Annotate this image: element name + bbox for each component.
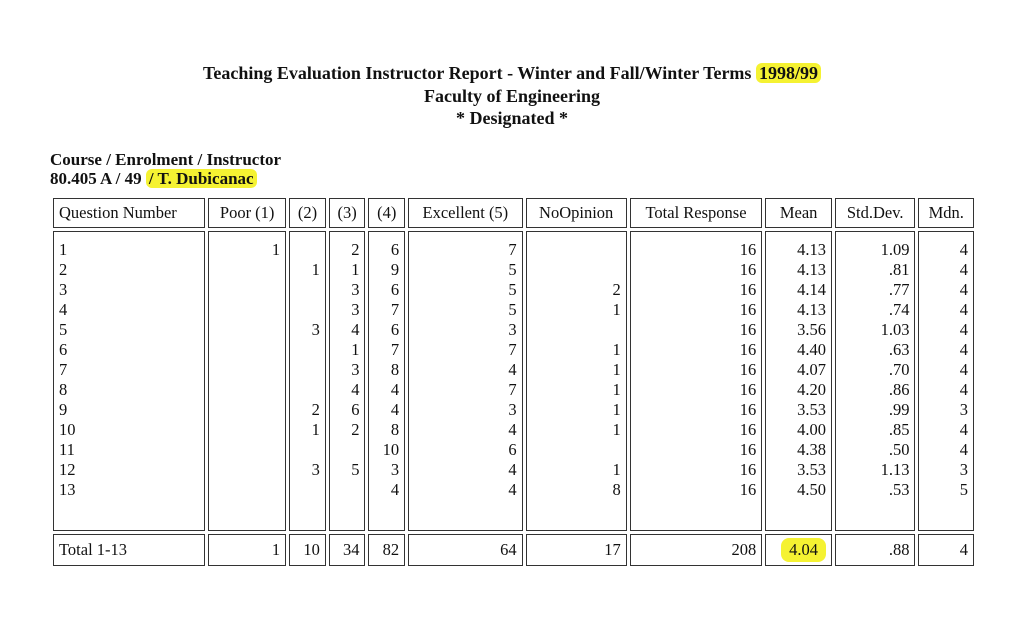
cell-poor-q2 xyxy=(214,260,280,280)
cell-2-q10: 1 xyxy=(311,420,320,439)
column-median xyxy=(918,231,974,531)
cell-total-response-q10: 16 xyxy=(739,420,757,439)
total-no-opinion: 17 xyxy=(526,534,627,566)
total-3: 34 xyxy=(329,534,366,566)
header-no-opinion: NoOpinion xyxy=(526,198,627,228)
cell-std-dev-q1: 1.09 xyxy=(880,240,910,259)
cell-excellent-q8: 7 xyxy=(508,380,517,399)
cell-3-q10: 2 xyxy=(351,420,360,439)
cell-mean-q5: 3.56 xyxy=(797,320,826,339)
cell-mean-q6: 4.40 xyxy=(797,340,826,359)
cell-excellent-q4: 5 xyxy=(508,300,517,319)
column-total-response xyxy=(630,231,763,531)
cell-4-q11: 10 xyxy=(382,440,400,459)
cell-median-q7: 4 xyxy=(959,360,968,379)
cell-std-dev-q2: .81 xyxy=(888,260,910,279)
table-data-row xyxy=(53,231,974,531)
designated-label: * Designated * xyxy=(456,108,568,128)
cell-question-number-q9: 9 xyxy=(59,400,68,419)
cell-poor-q12 xyxy=(214,460,280,480)
cell-no-opinion-q7: 1 xyxy=(612,360,621,379)
cell-2-q3 xyxy=(295,280,320,300)
total-label: Total 1-13 xyxy=(53,534,205,566)
cell-excellent-q12: 4 xyxy=(508,460,517,479)
cell-no-opinion-q8: 1 xyxy=(612,380,621,399)
cell-2-q12: 3 xyxy=(311,460,320,479)
cell-4-q8: 4 xyxy=(390,380,400,399)
column-mean xyxy=(765,231,832,531)
cell-median-q8: 4 xyxy=(959,380,968,399)
cell-std-dev-q10: .85 xyxy=(888,420,910,439)
cell-total-response-q5: 16 xyxy=(739,320,757,339)
cell-median-q12: 3 xyxy=(959,460,968,479)
report-title-prefix: Teaching Evaluation Instructor Report - Winter and Fall/Winter Terms xyxy=(203,63,756,83)
cell-4-q9: 4 xyxy=(390,400,400,419)
total-4: 82 xyxy=(368,534,405,566)
total-mean-cell xyxy=(765,534,832,566)
header-2: (2) xyxy=(289,198,326,228)
cell-total-response-q12: 16 xyxy=(739,460,757,479)
cell-4-q2: 9 xyxy=(390,260,400,279)
column-poor xyxy=(208,231,286,531)
header-excellent: Excellent (5) xyxy=(408,198,523,228)
report-year-highlight: 1998/99 xyxy=(756,63,821,83)
course-info xyxy=(50,169,257,188)
cell-total-response-q7: 16 xyxy=(739,360,757,379)
cell-median-q6: 4 xyxy=(959,340,968,359)
header-total-response: Total Response xyxy=(630,198,763,228)
cell-total-response-q8: 16 xyxy=(739,380,757,399)
cell-no-opinion-q11 xyxy=(532,440,621,460)
cell-mean-q2: 4.13 xyxy=(797,260,826,279)
cell-std-dev-q8: .86 xyxy=(888,380,910,399)
cell-question-number-q8: 8 xyxy=(59,380,68,399)
cell-excellent-q2: 5 xyxy=(508,260,517,279)
cell-no-opinion-q5 xyxy=(532,320,621,340)
total-response: 208 xyxy=(630,534,763,566)
cell-total-response-q4: 16 xyxy=(739,300,757,319)
cell-poor-q4 xyxy=(214,300,280,320)
cell-excellent-q5: 3 xyxy=(508,320,517,339)
cell-std-dev-q4: .74 xyxy=(888,300,910,319)
cell-std-dev-q9: .99 xyxy=(888,400,910,419)
cell-mean-q3: 4.14 xyxy=(797,280,826,299)
cell-poor-q3 xyxy=(214,280,280,300)
column-std-dev xyxy=(835,231,916,531)
cell-no-opinion-q13: 8 xyxy=(612,480,621,499)
cell-total-response-q6: 16 xyxy=(739,340,757,359)
column-question-number xyxy=(53,231,205,531)
cell-no-opinion-q3: 2 xyxy=(612,280,621,299)
cell-poor-q9 xyxy=(214,400,280,420)
cell-question-number-q11: 11 xyxy=(59,440,75,459)
cell-4-q10: 8 xyxy=(390,420,400,439)
cell-no-opinion-q9: 1 xyxy=(612,400,621,419)
cell-mean-q12: 3.53 xyxy=(797,460,826,479)
cell-total-response-q11: 16 xyxy=(739,440,757,459)
cell-2-q2: 1 xyxy=(311,260,320,279)
table-header-row xyxy=(53,198,974,228)
cell-std-dev-q12: 1.13 xyxy=(880,460,910,479)
cell-question-number-q12: 12 xyxy=(59,460,76,479)
cell-total-response-q9: 16 xyxy=(739,400,757,419)
cell-median-q10: 4 xyxy=(959,420,968,439)
cell-total-response-q3: 16 xyxy=(739,280,757,299)
cell-mean-q13: 4.50 xyxy=(797,480,826,499)
cell-question-number-q7: 7 xyxy=(59,360,68,379)
cell-3-q3: 3 xyxy=(351,280,360,299)
table-total-row xyxy=(53,534,974,566)
cell-3-q8: 4 xyxy=(351,380,360,399)
cell-2-q11 xyxy=(295,440,320,460)
cell-no-opinion-q6: 1 xyxy=(612,340,621,359)
cell-excellent-q11: 6 xyxy=(508,440,517,459)
cell-4-q3: 6 xyxy=(390,280,400,299)
header-median: Mdn. xyxy=(918,198,974,228)
cell-2-q7 xyxy=(295,360,320,380)
cell-median-q3: 4 xyxy=(959,280,968,299)
cell-poor-q11 xyxy=(214,440,280,460)
cell-std-dev-q3: .77 xyxy=(888,280,910,299)
header-question-number: Question Number xyxy=(53,198,205,228)
cell-excellent-q6: 7 xyxy=(508,340,517,359)
cell-question-number-q10: 10 xyxy=(59,420,76,439)
cell-total-response-q1: 16 xyxy=(739,240,757,259)
cell-question-number-q3: 3 xyxy=(59,280,68,299)
cell-4-q6: 7 xyxy=(390,340,400,359)
cell-3-q9: 6 xyxy=(351,400,360,419)
cell-3-q13 xyxy=(335,480,360,500)
cell-poor-q10 xyxy=(214,420,280,440)
cell-question-number-q13: 13 xyxy=(59,480,76,499)
cell-mean-q1: 4.13 xyxy=(797,240,826,259)
cell-excellent-q9: 3 xyxy=(508,400,517,419)
cell-2-q8 xyxy=(295,380,320,400)
cell-total-response-q13: 16 xyxy=(739,480,757,499)
cell-mean-q9: 3.53 xyxy=(797,400,826,419)
cell-2-q6 xyxy=(295,340,320,360)
header-mean: Mean xyxy=(765,198,832,228)
cell-total-response-q2: 16 xyxy=(739,260,757,279)
cell-2-q9: 2 xyxy=(311,400,320,419)
cell-mean-q7: 4.07 xyxy=(797,360,826,379)
cell-3-q11 xyxy=(335,440,360,460)
cell-3-q5: 4 xyxy=(351,320,360,339)
cell-no-opinion-q2 xyxy=(532,260,621,280)
cell-no-opinion-q12: 1 xyxy=(612,460,621,479)
total-excellent: 64 xyxy=(408,534,523,566)
cell-poor-q1: 1 xyxy=(271,240,281,259)
cell-excellent-q7: 4 xyxy=(508,360,517,379)
cell-mean-q10: 4.00 xyxy=(797,420,826,439)
cell-3-q2: 1 xyxy=(351,260,360,279)
header-4: (4) xyxy=(368,198,405,228)
cell-4-q7: 8 xyxy=(390,360,400,379)
cell-2-q1 xyxy=(295,240,320,260)
cell-median-q13: 5 xyxy=(959,480,968,499)
cell-question-number-q1: 1 xyxy=(59,240,68,259)
cell-std-dev-q5: 1.03 xyxy=(880,320,910,339)
total-std-dev: .88 xyxy=(835,534,916,566)
cell-question-number-q5: 5 xyxy=(59,320,68,339)
cell-mean-q11: 4.38 xyxy=(797,440,826,459)
cell-question-number-q4: 4 xyxy=(59,300,68,319)
cell-std-dev-q6: .63 xyxy=(888,340,910,359)
total-poor: 1 xyxy=(208,534,286,566)
total-2: 10 xyxy=(289,534,326,566)
cell-poor-q5 xyxy=(214,320,280,340)
cell-poor-q6 xyxy=(214,340,280,360)
column-4 xyxy=(368,231,405,531)
cell-std-dev-q11: .50 xyxy=(888,440,910,459)
cell-median-q5: 4 xyxy=(959,320,968,339)
cell-excellent-q13: 4 xyxy=(508,480,517,499)
cell-3-q1: 2 xyxy=(351,240,360,259)
cell-std-dev-q13: .53 xyxy=(888,480,910,499)
header-3: (3) xyxy=(329,198,366,228)
cell-poor-q7 xyxy=(214,360,280,380)
cell-4-q12: 3 xyxy=(390,460,400,479)
cell-3-q6: 1 xyxy=(351,340,360,359)
cell-4-q1: 6 xyxy=(390,240,400,259)
cell-median-q1: 4 xyxy=(959,240,968,259)
report-title xyxy=(0,63,1024,84)
cell-poor-q13 xyxy=(214,480,280,500)
cell-median-q4: 4 xyxy=(959,300,968,319)
cell-2-q13 xyxy=(295,480,320,500)
total-mean-highlight: 4.04 xyxy=(781,538,826,562)
total-median: 4 xyxy=(918,534,974,566)
cell-median-q2: 4 xyxy=(959,260,968,279)
column-excellent xyxy=(408,231,523,531)
evaluation-table xyxy=(50,195,977,569)
cell-3-q12: 5 xyxy=(351,460,360,479)
column-3 xyxy=(329,231,366,531)
cell-no-opinion-q10: 1 xyxy=(612,420,621,439)
cell-excellent-q10: 4 xyxy=(508,420,517,439)
cell-4-q4: 7 xyxy=(390,300,400,319)
column-2 xyxy=(289,231,326,531)
cell-no-opinion-q4: 1 xyxy=(612,300,621,319)
cell-excellent-q1: 7 xyxy=(508,240,517,259)
course-code-enrolment: 80.405 A / 49 xyxy=(50,169,146,188)
cell-2-q5: 3 xyxy=(311,320,320,339)
cell-4-q13: 4 xyxy=(390,480,400,499)
column-no-opinion xyxy=(526,231,627,531)
cell-4-q5: 6 xyxy=(390,320,400,339)
cell-3-q7: 3 xyxy=(351,360,360,379)
cell-question-number-q2: 2 xyxy=(59,260,68,279)
cell-3-q4: 3 xyxy=(351,300,360,319)
cell-2-q4 xyxy=(295,300,320,320)
cell-excellent-q3: 5 xyxy=(508,280,517,299)
faculty-title: Faculty of Engineering xyxy=(424,86,600,106)
instructor-name: / T. Dubicanac xyxy=(146,169,257,188)
cell-poor-q8 xyxy=(214,380,280,400)
cell-median-q9: 3 xyxy=(959,400,968,419)
cell-mean-q4: 4.13 xyxy=(797,300,826,319)
cell-std-dev-q7: .70 xyxy=(888,360,910,379)
cell-no-opinion-q1 xyxy=(532,240,621,260)
course-header: Course / Enrolment / Instructor xyxy=(50,150,282,169)
header-std-dev: Std.Dev. xyxy=(835,198,916,228)
cell-median-q11: 4 xyxy=(959,440,968,459)
cell-question-number-q6: 6 xyxy=(59,340,68,359)
cell-mean-q8: 4.20 xyxy=(797,380,826,399)
header-poor: Poor (1) xyxy=(208,198,286,228)
